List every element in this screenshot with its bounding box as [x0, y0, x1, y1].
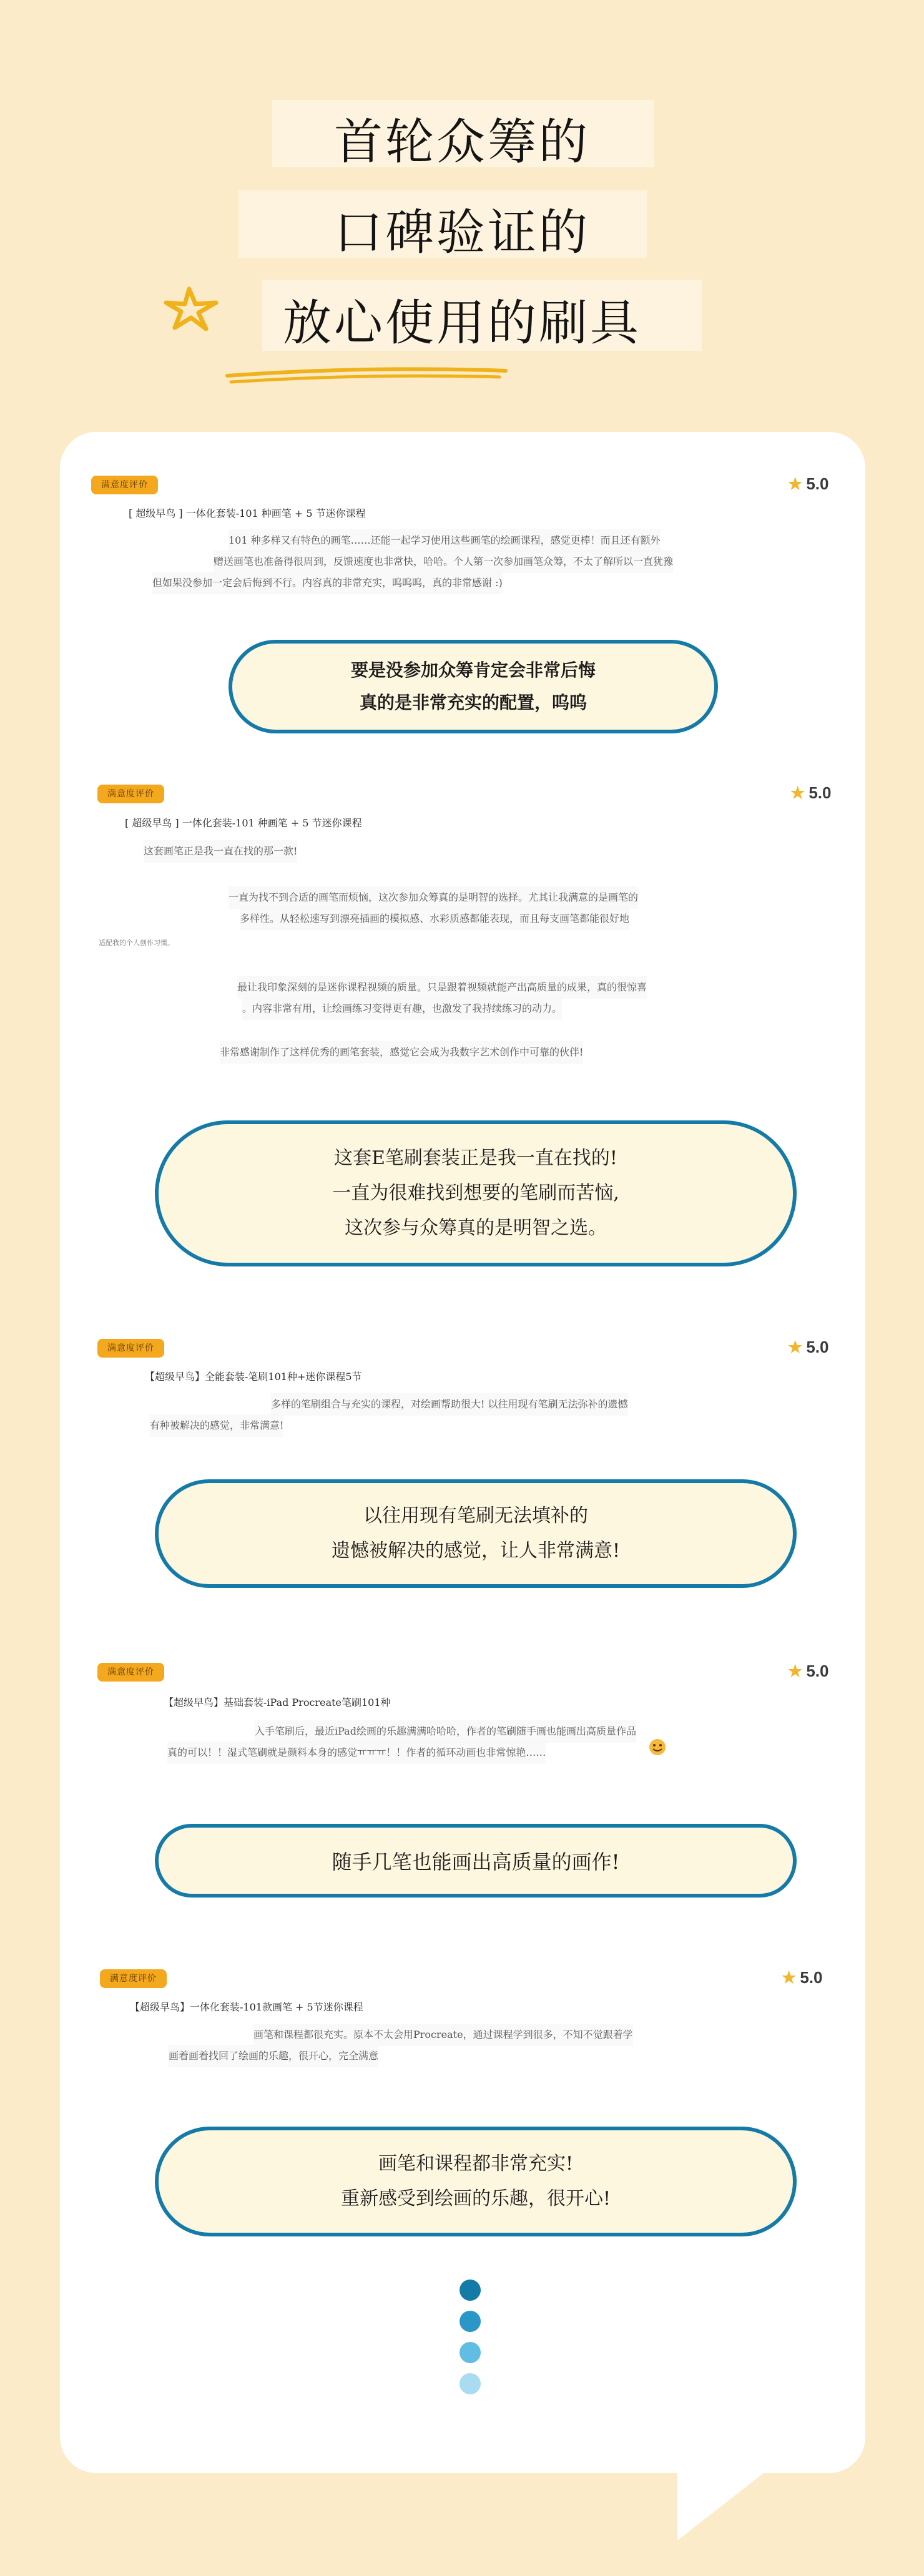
review-quote-highlight	[155, 2127, 797, 2236]
review-text-line: 这套画笔正是我一直在找的那一款!	[144, 840, 297, 863]
satisfaction-badge: 满意度评价	[97, 1339, 164, 1358]
satisfaction-badge: 满意度评价	[97, 1663, 164, 1682]
product-name: [ 超级早鸟 ] 一体化套装-101 种画笔 + 5 节迷你课程	[125, 817, 362, 829]
star-icon: ★	[788, 1662, 803, 1680]
rating-value: 5.0	[800, 1968, 823, 1987]
satisfaction-badge: 满意度评价	[97, 785, 164, 803]
review-text-line: 多样性。从轻松速写到漂亮插画的模拟感、水彩质感都能表现，而且每支画笔都能很好地	[240, 908, 629, 930]
speech-bubble-tail	[671, 2462, 777, 2544]
rating-value: 5.0	[806, 474, 829, 493]
review-text-line: 非常感谢制作了这样优秀的画笔套装，感觉它会成为我数字艺术创作中可靠的伙伴!	[220, 1041, 583, 1064]
rating-value: 5.0	[806, 1338, 829, 1356]
review-text-line: 。内容非常有用，让绘画练习变得更有趣，也激发了我持续练习的动力。	[242, 997, 562, 1020]
review-text-line: 有种被解决的感觉，非常满意!	[150, 1414, 283, 1437]
hero-title-line-2: 口碑验证的	[333, 205, 590, 261]
quote-line: 随手几笔也能画出高质量的画作!	[332, 1850, 620, 1874]
review-text-line: 真的可以！！湿式笔刷就是颜料本身的感觉ㅠㅠㅠ！！作者的循环动画也非常惊艳……	[167, 1741, 546, 1764]
rating-score	[788, 474, 828, 494]
star-icon: ★	[790, 783, 805, 802]
decorative-dot	[460, 2342, 481, 2363]
product-name: 【超级早鸟】全能套装-笔刷101种+迷你课程5节	[145, 1371, 362, 1383]
quote-line: 真的是非常充实的配置，呜呜	[359, 692, 587, 713]
product-name: [ 超级早鸟 ] 一体化套装-101 种画笔 + 5 节迷你课程	[129, 507, 366, 519]
quote-line: 重新感受到绘画的乐趣，很开心!	[340, 2188, 611, 2210]
review-text-line: 但如果没参加一定会后悔到不行。内容真的非常充实，呜呜呜，真的非常感谢 :)	[152, 572, 503, 594]
quote-line: 要是没参加众筹肯定会非常后悔	[350, 660, 596, 680]
review-text-line: 101 种多样又有特色的画笔……还能一起学习使用这些画笔的绘画课程，感觉更棒！而且还有额外	[229, 529, 661, 552]
rating-score	[790, 783, 831, 803]
review-text-line: 赠送画笔也准备得很周到，反馈速度也非常快，哈哈。个人第一次参加画笔众筹，不太了解所以一直犹豫	[214, 551, 673, 573]
star-icon: ★	[788, 474, 803, 493]
decorative-dot	[460, 2280, 481, 2301]
rating-score	[788, 1338, 828, 1357]
review-text-line: 一直为找不到合适的画笔而烦恼，这次参加众筹真的是明智的选择。尤其让我满意的是画笔的	[229, 886, 638, 909]
product-name: 【超级早鸟】一体化套装-101款画笔 + 5节迷你课程	[130, 2001, 363, 2013]
rating-score	[782, 1968, 822, 1987]
review-quote-highlight	[155, 1824, 797, 1898]
quote-line: 这次参与众筹真的是明智之选。	[345, 1217, 607, 1239]
review-text-line: 画着画着找回了绘画的乐趣，很开心，完全满意	[169, 2045, 378, 2067]
hero-title-line-1: 首轮众筹的	[333, 114, 590, 170]
review-text-line: 入手笔刷后，最近iPad绘画的乐趣满满哈哈哈，作者的笔刷随手画也能画出高质量作品	[255, 1720, 636, 1743]
quote-line: 遗憾被解决的感觉，让人非常满意!	[331, 1540, 621, 1562]
review-text-line: 适配我的个人创作习惯。	[99, 939, 174, 947]
decorative-dot	[460, 2311, 481, 2332]
rating-score	[788, 1662, 828, 1681]
quote-line: 以往用现有笔刷无法填补的	[363, 1505, 588, 1527]
rating-value: 5.0	[808, 783, 832, 802]
smile-emoji-icon	[648, 1738, 667, 1756]
star-icon: ★	[782, 1968, 797, 1987]
review-text-line: 多样的笔刷组合与充实的课程，对绘画帮助很大! 以往用现有笔刷无法弥补的遗憾	[271, 1393, 628, 1416]
quote-line: 这套E笔刷套装正是我一直在找的!	[334, 1147, 617, 1169]
review-quote-highlight	[155, 1120, 797, 1266]
review-text-line: 最让我印象深刻的是迷你课程视频的质量。只是跟着视频就能产出高质量的成果，真的很惊喜	[237, 976, 647, 999]
quote-line: 画笔和课程都非常充实!	[378, 2153, 574, 2175]
product-name: 【超级早鸟】基础套装-iPad Procreate笔刷101种	[164, 1697, 391, 1708]
satisfaction-badge: 满意度评价	[91, 476, 158, 494]
decorative-dot	[460, 2373, 481, 2394]
review-text-line: 画笔和课程都很充实。原本不太会用Procreate，通过课程学到很多，不知不觉跟着学	[253, 2024, 633, 2046]
satisfaction-badge: 满意度评价	[100, 1969, 167, 1988]
rating-value: 5.0	[806, 1662, 829, 1680]
quote-line: 一直为很难找到想要的笔刷而苦恼,	[332, 1182, 619, 1204]
review-quote-highlight	[155, 1479, 797, 1588]
review-quote-highlight	[229, 640, 718, 733]
hero-underline-decoration	[225, 362, 512, 387]
star-doodle-icon	[161, 284, 224, 334]
star-icon: ★	[788, 1338, 803, 1356]
hero-title-line-3: 放心使用的刷具	[282, 295, 641, 351]
